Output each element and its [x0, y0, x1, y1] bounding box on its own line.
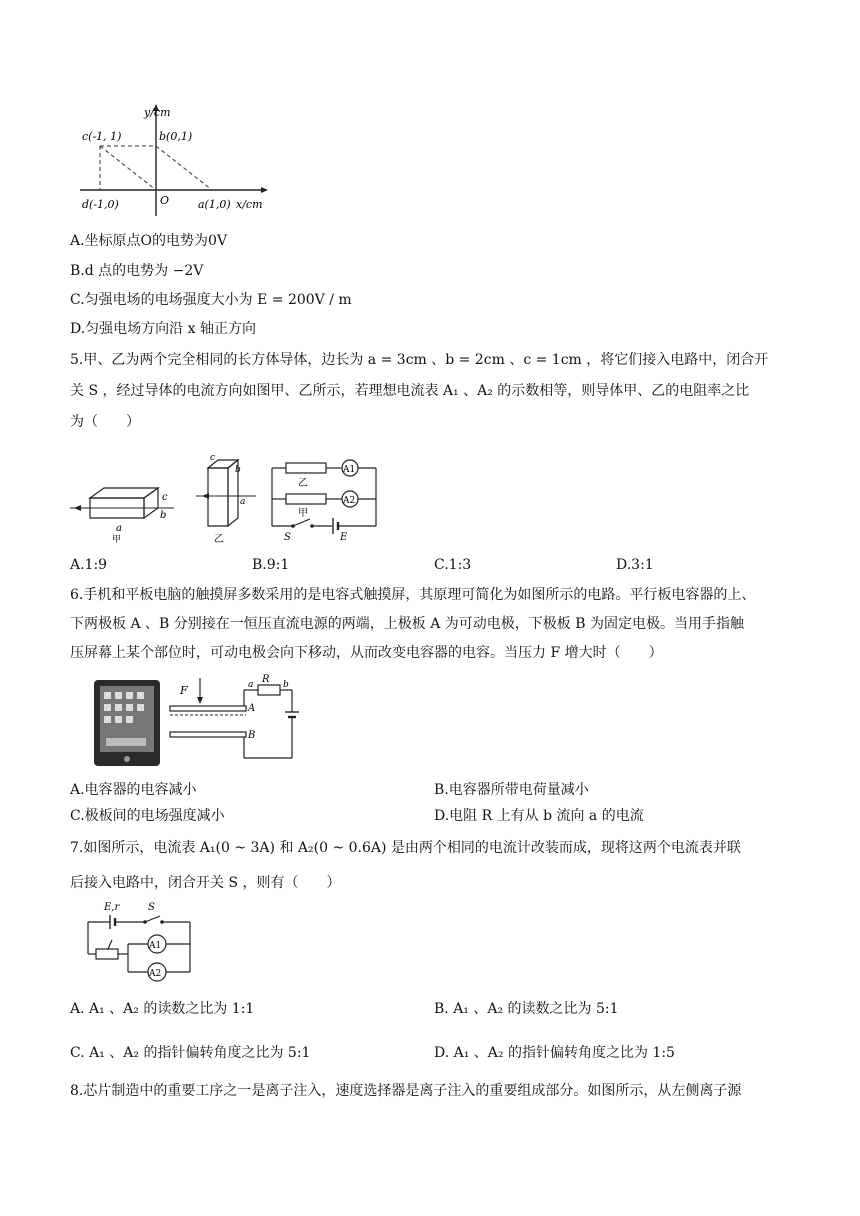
figure-touchscreen-capacitor — [94, 674, 304, 774]
q6-option-a: A.电容器的电容减小 — [70, 782, 197, 798]
q5-stem-line-2: 关 S ，经过导体的电流方向如图甲、乙所示，若理想电流表 A₁ 、A₂ 的示数相等，则导体甲、乙的电阻率之比 — [70, 383, 750, 399]
q6-option-b: B.电容器所带电荷量减小 — [434, 782, 589, 798]
tablet-home-button — [124, 756, 130, 762]
figure-parallel-ammeters — [82, 898, 202, 986]
q7-option-c: C. A₁ 、A₂ 的指针偏转角度之比为 5:1 — [70, 1045, 311, 1061]
q4-option-a: A.坐标原点O的电势为0V — [70, 233, 228, 249]
resistor-yi-label: 乙 — [298, 478, 308, 489]
switch-lever-fig7 — [145, 916, 160, 922]
force-label: F — [180, 684, 188, 697]
resistor-jia-label: 甲 — [298, 508, 308, 519]
jia-block-top — [90, 488, 158, 498]
plate-a — [170, 706, 246, 711]
x-axis-label: x/cm — [236, 198, 263, 211]
plate-a-label: A — [248, 703, 256, 714]
q4-option-c: C.匀强电场的电场强度大小为 E = 200V / m — [70, 292, 352, 308]
yi-label: 乙 — [214, 534, 224, 545]
jia-label-c: c — [162, 492, 168, 503]
ammeter-a1-label: A1 — [343, 465, 356, 475]
dashed-b-a — [156, 146, 212, 190]
q7-stem-line-1: 7.如图所示，电流表 A₁(0 ~ 3A) 和 A₂(0 ~ 0.6A) 是由两个相同的电流计改装而成，现将这两个电流表并联 — [70, 840, 741, 856]
q6-option-d: D.电阻 R 上有从 b 流向 a 的电流 — [434, 808, 644, 824]
q5-option-c: C.1:3 — [434, 557, 472, 573]
ammeter-a1-label-fig7: A1 — [149, 941, 162, 951]
q6-option-c: C.极板间的电场强度减小 — [70, 808, 225, 824]
yi-label-c: c — [210, 453, 216, 463]
ammeter-a2-label: A2 — [343, 496, 356, 506]
source-label: E,r — [104, 902, 120, 913]
force-arrow-head — [197, 697, 203, 704]
dashed-c-o — [100, 146, 156, 190]
q5-stem-line-3: 为（ ） — [70, 414, 140, 430]
yi-label-a: a — [240, 497, 246, 507]
point-b-label: b(0,1) — [159, 130, 193, 143]
figure-conductors-circuit — [70, 452, 390, 547]
q4-option-d: D.匀强电场方向沿 x 轴正方向 — [70, 321, 256, 337]
rheo-slider — [108, 940, 112, 949]
yi-block-front — [208, 468, 228, 526]
point-c-label: c(-1, 1) — [82, 130, 122, 143]
resistor-jia — [286, 494, 326, 504]
q6-stem-line-3: 压屏幕上某个部位时，可动电极会向下移动，从而改变电容器的电容。当压力 F 增大时（ ） — [70, 645, 663, 661]
point-o-label: O — [160, 194, 170, 207]
jia-label-a: a — [116, 523, 122, 534]
q8-stem-line-1: 8.芯片制造中的重要工序之一是离子注入，速度选择器是离子注入的重要组成部分。如图所示，从左侧离子源 — [70, 1083, 742, 1099]
switch-label-fig7: S — [148, 902, 155, 913]
q5-option-a: A.1:9 — [70, 557, 108, 573]
q4-option-b: B.d 点的电势为 −2V — [70, 263, 204, 279]
ammeter-a2-label-fig7: A2 — [149, 969, 162, 979]
q5-stem-line-1: 5.甲、乙为两个完全相同的长方体导体，边长为 a = 3cm 、b = 2cm 、c = 1cm ，将它们接入电路中，闭合开 — [70, 352, 769, 368]
switch-lever — [293, 519, 310, 526]
resistor-r — [258, 685, 280, 695]
point-d-label: d(-1,0) — [82, 198, 119, 211]
jia-block-side — [144, 488, 158, 518]
q7-option-d: D. A₁ 、A₂ 的指针偏转角度之比为 1:5 — [434, 1045, 675, 1061]
q7-option-a: A. A₁ 、A₂ 的读数之比为 1:1 — [70, 1001, 255, 1017]
yi-label-b: b — [235, 465, 241, 475]
point-b-label-fig6: b — [283, 680, 289, 690]
point-a-label: a(1,0) — [198, 198, 231, 211]
x-axis-arrow — [261, 187, 268, 193]
q6-stem-line-1: 6.手机和平板电脑的触摸屏多数采用的是电容式触摸屏，其原理可简化为如图所示的电路。平行板电容器的上、 — [70, 587, 756, 603]
jia-label-b: b — [160, 510, 167, 521]
q7-option-b: B. A₁ 、A₂ 的读数之比为 5:1 — [434, 1001, 619, 1017]
resistor-yi — [286, 463, 326, 473]
q6-stem-line-2: 下两极板 A 、B 分别接在一恒压直流电源的两端，上极板 A 为可动电极，下极板 B 为固定电极。当用手指触 — [70, 616, 744, 632]
y-axis-label: y/cm — [144, 106, 171, 119]
point-a-label-fig6: a — [248, 680, 254, 690]
figure-coordinate-diagram — [80, 98, 280, 220]
resistor-r-label: R — [262, 674, 270, 685]
battery-label: E — [340, 532, 348, 543]
q5-option-d: D.3:1 — [616, 557, 654, 573]
jia-arrow — [74, 505, 81, 511]
plate-b — [170, 732, 246, 737]
plate-b-label: B — [248, 730, 256, 741]
jia-label: 甲 — [112, 535, 122, 545]
switch-label: S — [284, 532, 291, 543]
q7-stem-line-2: 后接入电路中，闭合开关 S ，则有（ ） — [70, 875, 341, 891]
rheostat — [96, 949, 118, 959]
q5-option-b: B.9:1 — [252, 557, 290, 573]
